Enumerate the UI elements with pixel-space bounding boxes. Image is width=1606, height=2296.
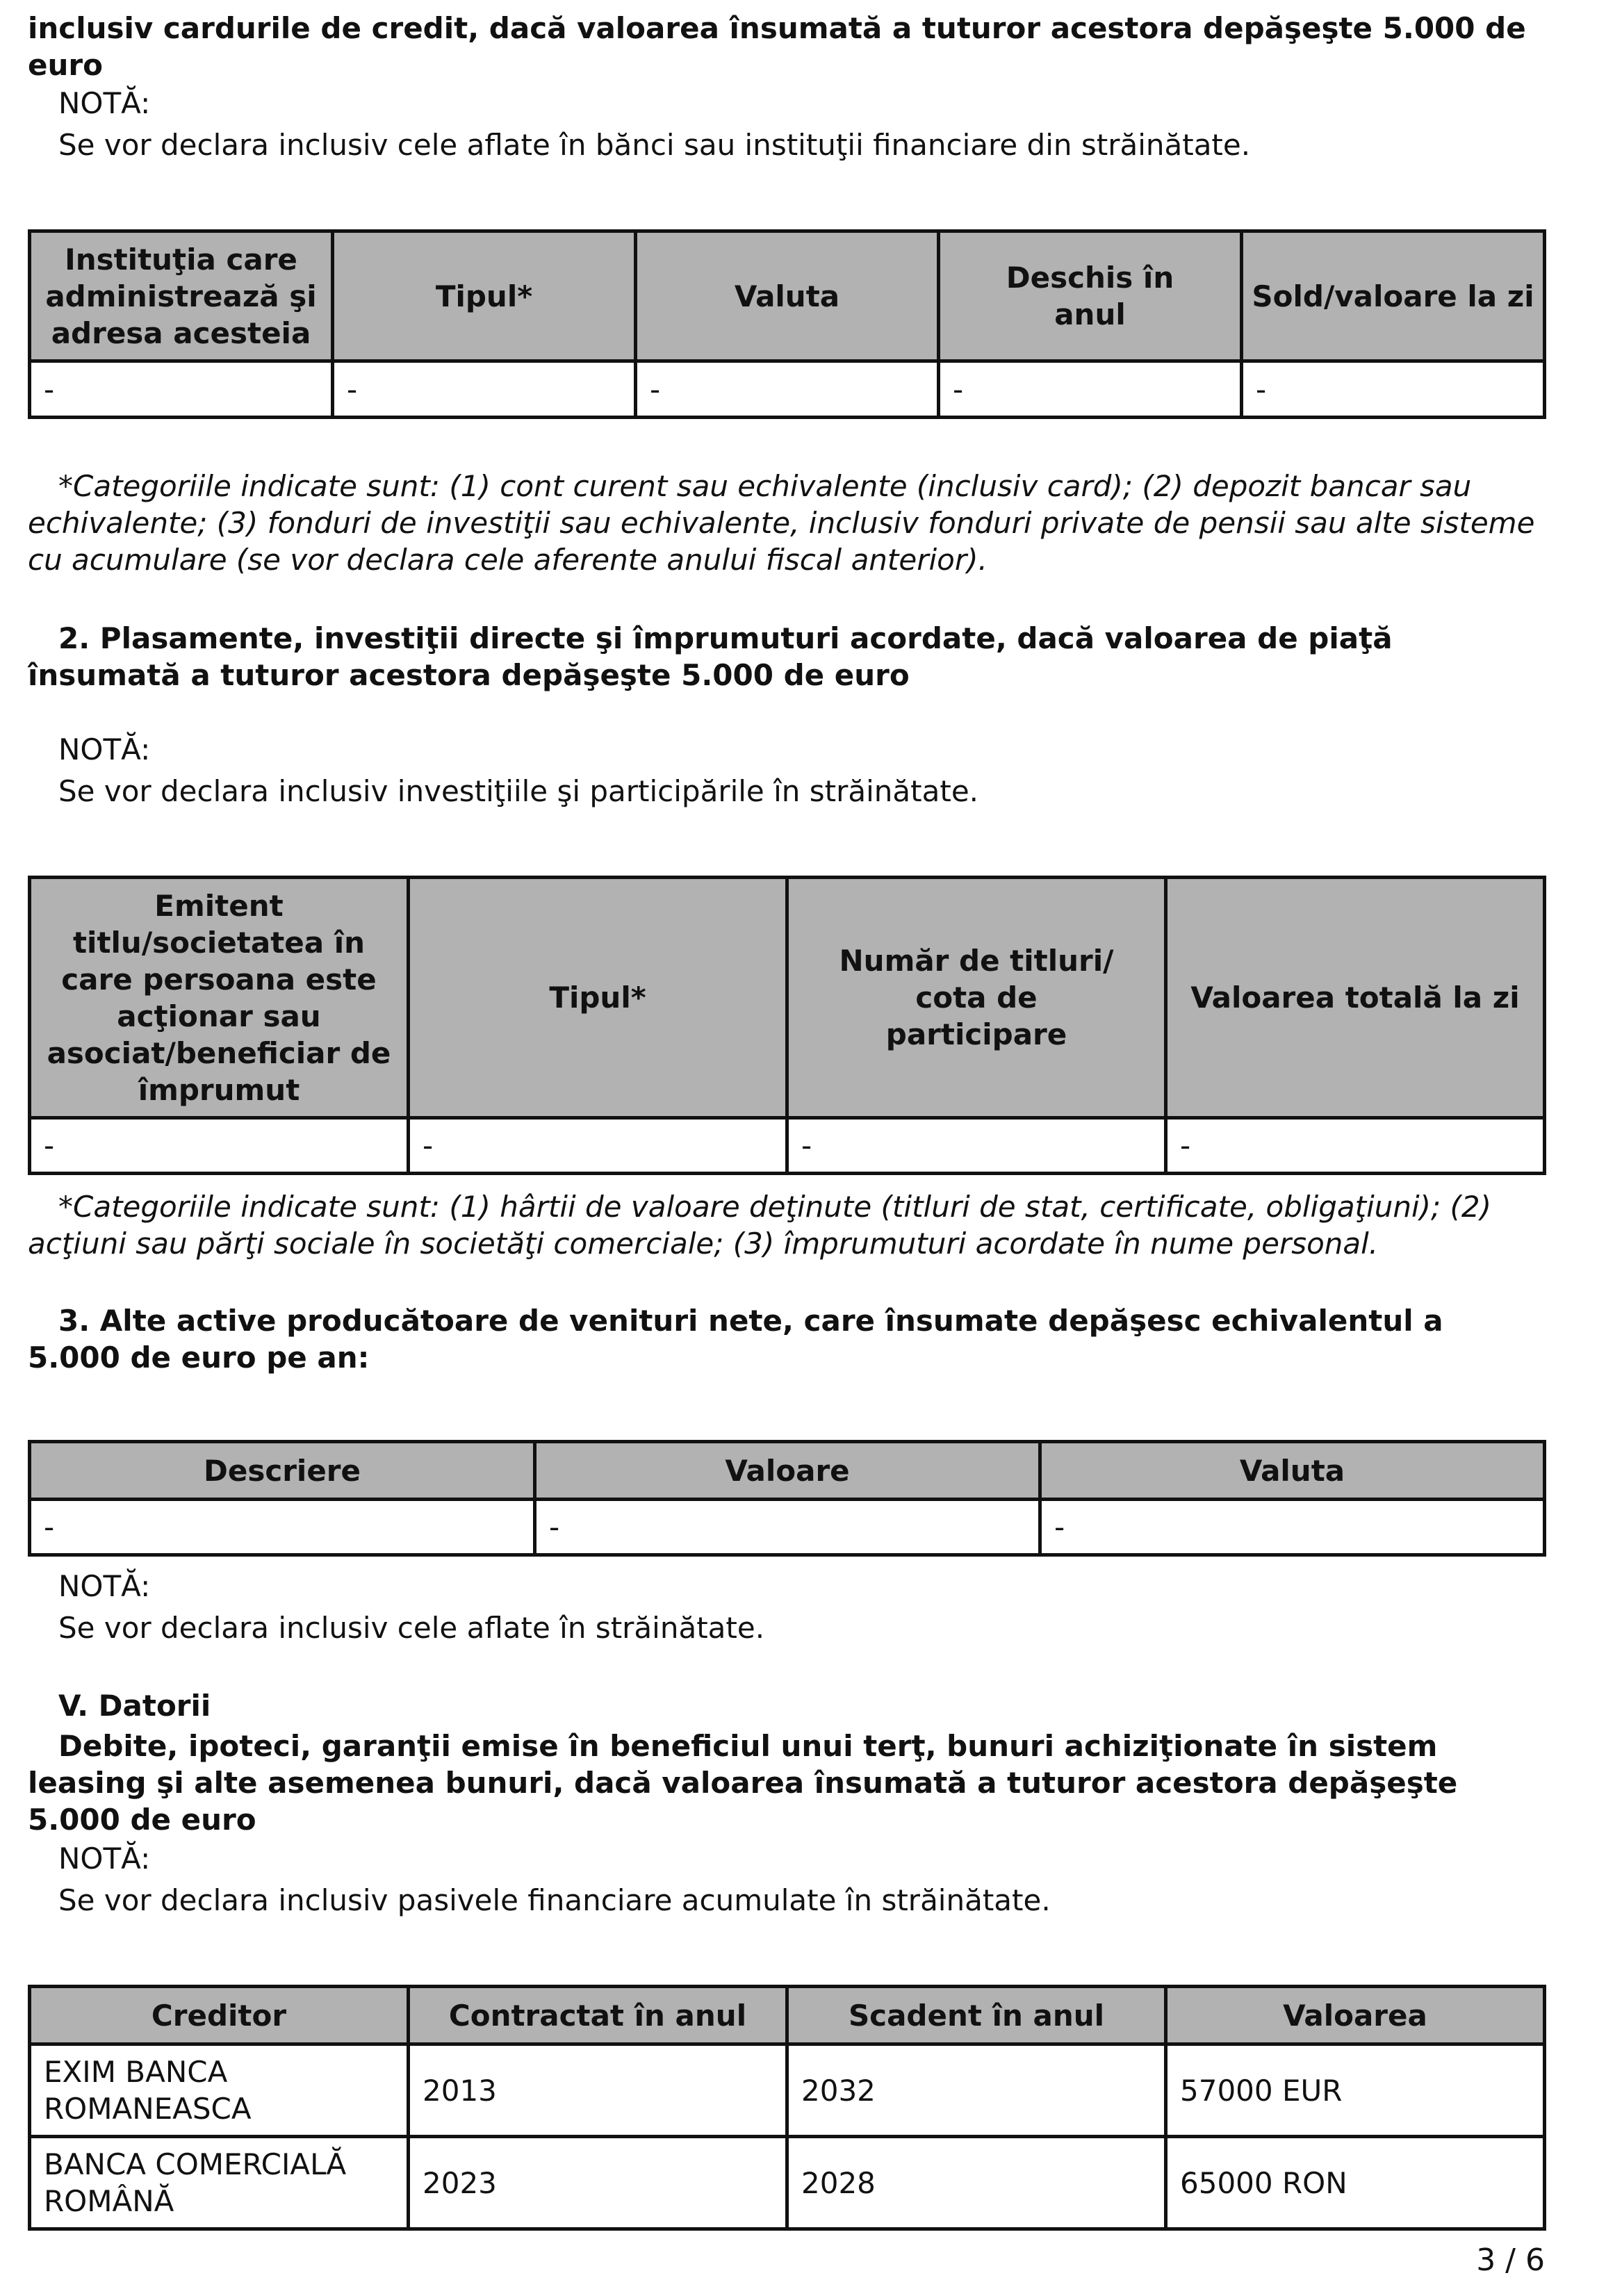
table-cell: - <box>1166 1118 1545 1174</box>
table-cell: - <box>1040 1500 1545 1555</box>
column-header: Număr de titluri/ cota de participare <box>787 878 1166 1118</box>
table-header-row <box>30 878 1545 1118</box>
column-header: Descriere <box>30 1442 535 1500</box>
table-cell: - <box>30 1118 409 1174</box>
table-cell: - <box>787 1118 1166 1174</box>
investments-table <box>28 876 1546 1175</box>
column-header: Contractat în anul <box>409 1987 787 2044</box>
note-3-label: NOTĂ: <box>58 1569 151 1603</box>
column-header: Valuta <box>636 231 939 361</box>
footnote-2: *Categoriile indicate sunt: (1) hârtii de valoare deţinute (titluri de stat, certificate, obligaţiuni); (2) acţiuni sau părţi sociale în societăţi comerciale; (3) împrumuturi acordate în nume personal. <box>28 1190 1492 1261</box>
table-cell: BANCA COMERCIALĂ ROMÂNĂ <box>30 2137 409 2229</box>
section-3-title: 3. Alte active producătoare de venituri nete, care însumate depăşesc echivalentul a 5.000 de euro pe an: <box>28 1304 1443 1375</box>
debts-table <box>28 1985 1546 2231</box>
table-row <box>30 2044 1545 2137</box>
column-header: Valoarea totală la zi <box>1166 878 1545 1118</box>
table-header-row <box>30 1987 1545 2044</box>
table-cell: - <box>939 361 1242 418</box>
section-5-title: Debite, ipoteci, garanţii emise în beneficiul unui terţ, bunuri achiziţionate în sistem leasing şi alte asemenea bunuri, dacă valoarea însumată a tuturor acestora depăşeşte 5.000 de euro <box>28 1729 1458 1837</box>
table-cell: - <box>636 361 939 418</box>
note-3-text: Se vor declara inclusiv cele aflate în străinătate. <box>58 1611 765 1645</box>
column-header: Creditor <box>30 1987 409 2044</box>
intro-heading: inclusiv cardurile de credit, dacă valoarea însumată a tuturor acestora depăşeşte 5.000 de euro <box>28 11 1526 82</box>
table-cell: 2013 <box>409 2044 787 2137</box>
column-header: Tipul* <box>409 878 787 1118</box>
table-row <box>30 1500 1545 1555</box>
table-row <box>30 361 1545 418</box>
note-2-label: NOTĂ: <box>58 732 151 766</box>
column-header: Deschis în anul <box>939 231 1242 361</box>
section-2-title: 2. Plasamente, investiţii directe şi împrumuturi acordate, dacă valoarea de piaţă însumată a tuturor acestora depăşeşte 5.000 de euro <box>28 621 1393 692</box>
column-header: Tipul* <box>333 231 636 361</box>
column-header: Valuta <box>1040 1442 1545 1500</box>
table-header-row <box>30 1442 1545 1500</box>
table-header-row <box>30 231 1545 361</box>
table-cell: 2032 <box>787 2044 1166 2137</box>
footnote-1: *Categoriile indicate sunt: (1) cont curent sau echivalente (inclusiv card); (2) depozit bancar sau echivalente; (3) fonduri de investiţii sau echivalente, inclusiv fonduri private de pensii sau alte sisteme cu acumulare (se vor declara cele aferente anului fiscal anterior). <box>28 469 1535 577</box>
note-1-text: Se vor declara inclusiv cele aflate în bănci sau instituţii financiare din străinătate. <box>58 128 1251 162</box>
column-header: Valoare <box>535 1442 1040 1500</box>
table-cell: - <box>1242 361 1545 418</box>
other-assets-table <box>28 1440 1546 1557</box>
table-cell: - <box>30 361 333 418</box>
table-cell: - <box>30 1500 535 1555</box>
table-cell: 57000 EUR <box>1166 2044 1545 2137</box>
table-cell: - <box>409 1118 787 1174</box>
table-cell: EXIM BANCA ROMANEASCA <box>30 2044 409 2137</box>
column-header: Sold/valoare la zi <box>1242 231 1545 361</box>
note-4-text: Se vor declara inclusiv pasivele financiare acumulate în străinătate. <box>58 1883 1051 1917</box>
table-cell: - <box>535 1500 1040 1555</box>
column-header: Scadent în anul <box>787 1987 1166 2044</box>
table-cell: - <box>333 361 636 418</box>
table-cell: 2028 <box>787 2137 1166 2229</box>
table-cell: 2023 <box>409 2137 787 2229</box>
table-row <box>30 1118 1545 1174</box>
page-number: 3 / 6 <box>1476 2242 1545 2278</box>
note-1-label: NOTĂ: <box>58 86 151 120</box>
note-4-label: NOTĂ: <box>58 1842 151 1876</box>
table-row <box>30 2137 1545 2229</box>
column-header: Instituţia care administrează şi adresa acesteia <box>30 231 333 361</box>
column-header: Valoarea <box>1166 1987 1545 2044</box>
note-2-text: Se vor declara inclusiv investiţiile şi participările în străinătate. <box>58 774 979 808</box>
accounts-table <box>28 229 1546 419</box>
column-header: Emitent titlu/societatea în care persoana este acţionar sau asociat/beneficiar de împrumut <box>30 878 409 1118</box>
table-cell: 65000 RON <box>1166 2137 1545 2229</box>
section-5-heading: V. Datorii <box>58 1689 211 1723</box>
